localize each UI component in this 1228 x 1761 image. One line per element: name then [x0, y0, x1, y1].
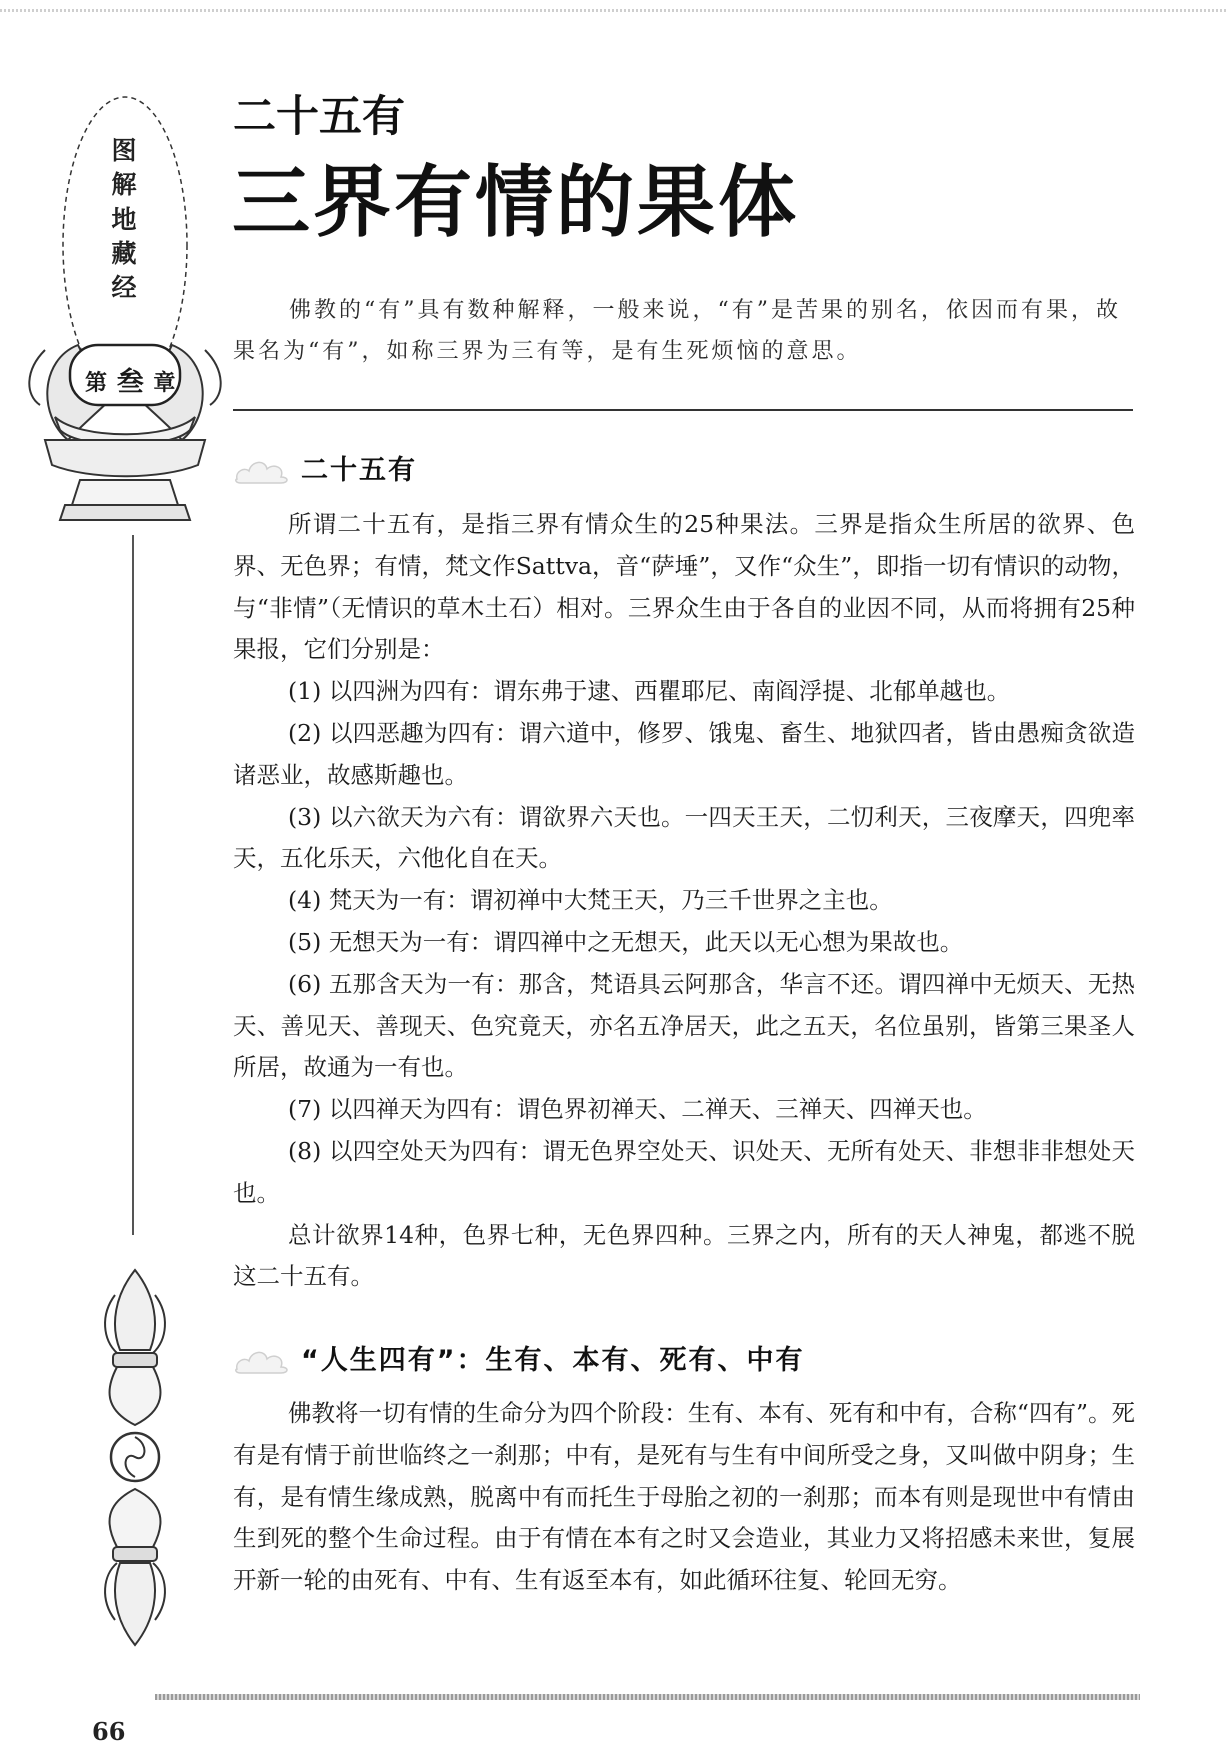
book-title-char: 解 — [111, 170, 137, 200]
list-item: (7) 以四禅天为四有：谓色界初禅天、二禅天、三禅天、四禅天也。 — [288, 1095, 987, 1124]
list-item: (1) 以四洲为四有：谓东弗于逮、西瞿耶尼、南阎浮提、北郁单越也。 — [288, 677, 1011, 706]
list-item: (5) 无想天为一有：谓四禅中之无想天，此天以无心想为果故也。 — [288, 927, 964, 956]
section-heading-twenty-five — [233, 453, 417, 487]
list-item: (6) 五那含天为一有：那含，梵语具云阿那含，华言不还。谓四禅中无烦天、无热天、善见天、善现天、色究竟天，亦名五净居天，此之五天，名位虽别，皆第三果圣人所居，故通为一有也。 — [233, 969, 1135, 1082]
book-title-char: 图 — [111, 136, 137, 165]
list-item: (2) 以四恶趣为四有：谓六道中，修罗、饿鬼、畜生、地狱四者，皆由愚痴贪欲造诸恶业，故感斯趣也。 — [233, 718, 1135, 789]
side-vertical-line — [132, 535, 134, 1235]
page-subtitle: 二十五有 — [233, 92, 405, 142]
chapter-number: 叁 — [116, 367, 145, 398]
body-paragraph: 佛教将一切有情的生命分为四个阶段：生有、本有、死有和中有，合称“四有”。死有是有情于前世临终之一刹那；中有，是死有与生有中间所受之身，又叫做中阴身；生有，是有情生缘成熟，脱离中有而托生于母胎之初的一刹那；而本有则是现世中有情由生到死的整个生命过程。由于有情在本有之时又会造业，其业力又将招感未来世，复展开新一轮的由死有、中有、生有返至本有，如此循环往复、轮回无穷。 — [233, 1399, 1135, 1595]
body-paragraph: 所谓二十五有，是指三界有情众生的25种果法。三界是指众生所居的欲界、色界、无色界；有情，梵文作Sattva，音“萨埵”，又作“众生”，即指一切有情识的动物，与“非情”（无情识的草木土石）相对。三界众生由于各自的业因不同，从而将拥有25种果报，它们分别是： — [233, 510, 1135, 664]
chapter-prefix: 第 — [85, 371, 109, 396]
book-title-char: 经 — [111, 273, 137, 302]
intro-divider — [233, 409, 1133, 411]
cloud-icon — [233, 453, 291, 487]
book-title-char: 藏 — [111, 238, 137, 268]
section-title: 二十五有 — [301, 454, 417, 486]
list-item: (3) 以六欲天为六有：谓欲界六天也。一四天王天，二忉利天，三夜摩天，四兜率天，五化乐天，六他化自在天。 — [233, 802, 1135, 873]
bottom-border — [155, 1694, 1140, 1700]
intro-paragraph: 佛教的“有”具有数种解释，一般来说，“有”是苦果的别名，依因而有果，故果名为“有”，如称三界为三有等，是有生死烦恼的意思。 — [233, 298, 1121, 364]
book-title-vertical — [104, 138, 144, 301]
section-body-twenty-five — [233, 504, 1135, 1298]
vajra-icon — [95, 1265, 175, 1650]
body-paragraph: 总计欲界14种，色界七种，无色界四种。三界之内，所有的天人神鬼，都逃不脱这二十五有。 — [233, 1220, 1135, 1291]
cloud-icon — [233, 1343, 291, 1377]
section-body-four-existences — [233, 1393, 1135, 1602]
page-number: 66 — [92, 1717, 126, 1746]
top-border — [0, 9, 1228, 12]
page-title: 三界有情的果体 — [232, 158, 800, 248]
chapter-suffix: 章 — [153, 371, 177, 396]
list-item: (4) 梵天为一有：谓初禅中大梵王天，乃三千世界之主也。 — [288, 886, 893, 915]
list-item: (8) 以四空处天为四有：谓无色界空处天、识处天、无所有处天、非想非非想处天也。 — [233, 1136, 1135, 1207]
section-heading-four-existences — [233, 1343, 805, 1377]
book-title-char: 地 — [111, 204, 137, 234]
chapter-badge — [85, 360, 176, 399]
section-title: “人生四有”：生有、本有、死有、中有 — [301, 1344, 805, 1376]
